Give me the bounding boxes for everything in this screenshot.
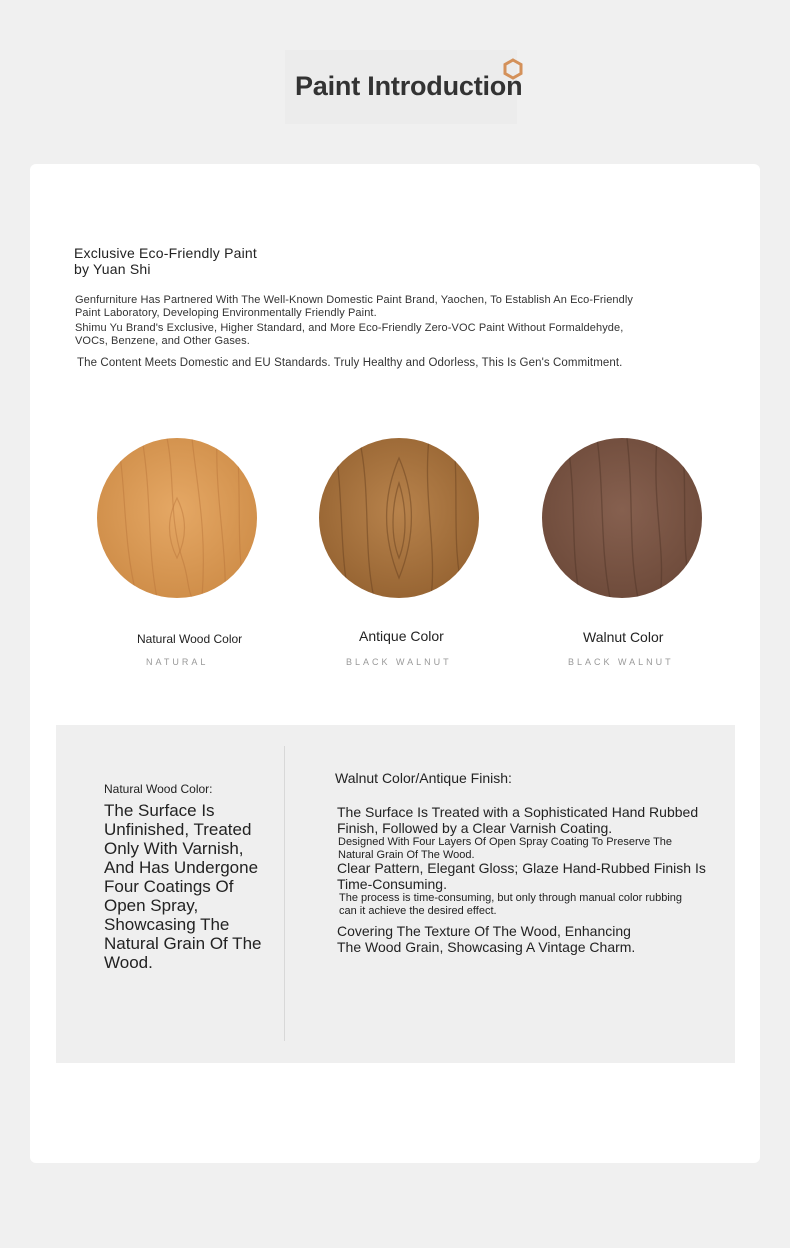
intro-paragraph: Genfurniture Has Partnered With The Well-Known Domestic Paint Brand, Yaochen, To Establish An Eco-Friendly Paint Laboratory, Developing Environmentally Friendly Paint.: [75, 294, 634, 319]
finish-detail: Designed With Four Layers Of Open Spray Coating To Preserve The Natural Grain Of The Wood.: [338, 836, 673, 861]
natural-wood-swatch: [97, 438, 257, 598]
walnut-swatch: [542, 438, 702, 598]
finish-detail: Clear Pattern, Elegant Gloss; Glaze Hand-Rubbed Finish Is Time-Consuming.: [337, 860, 706, 892]
hexagon-icon: [502, 58, 524, 80]
antique-swatch: [319, 438, 479, 598]
intro-paragraph: The Content Meets Domestic and EU Standards. Truly Healthy and Odorless, This Is Gen's Commitment.: [77, 357, 623, 369]
swatch-subtitle: BLACK WALNUT: [568, 657, 674, 667]
finish-detail: Covering The Texture Of The Wood, Enhancing The Wood Grain, Showcasing A Vintage Charm.: [337, 923, 636, 955]
swatch-name: Natural Wood Color: [137, 632, 243, 646]
natural-finish-label: Natural Wood Color:: [104, 782, 213, 796]
page-title: Paint Introduction: [295, 71, 523, 101]
walnut-antique-finish-label: Walnut Color/Antique Finish:: [335, 770, 512, 786]
swatch-name: Antique Color: [359, 628, 444, 644]
natural-finish-description: The Surface Is Unfinished, Treated Only With Varnish, And Has Undergone Four Coatings Of Open Spray, Showcasing The Natural Grain Of The Wood.: [104, 801, 262, 972]
finish-detail: The process is time-consuming, but only through manual color rubbing can it achieve the desired effect.: [339, 892, 683, 917]
panel-divider: [284, 746, 285, 1041]
swatch-subtitle: NATURAL: [146, 657, 209, 667]
swatch-subtitle: BLACK WALNUT: [346, 657, 452, 667]
intro-heading: Exclusive Eco-Friendly Paint by Yuan Shi: [74, 245, 257, 277]
finish-detail: The Surface Is Treated with a Sophisticated Hand Rubbed Finish, Followed by a Clear Varnish Coating.: [337, 804, 699, 836]
intro-paragraph: Shimu Yu Brand's Exclusive, Higher Standard, and More Eco-Friendly Zero-VOC Paint Without Formaldehyde, VOCs, Benzene, and Other Gases.: [75, 322, 624, 347]
swatch-name: Walnut Color: [583, 629, 664, 645]
